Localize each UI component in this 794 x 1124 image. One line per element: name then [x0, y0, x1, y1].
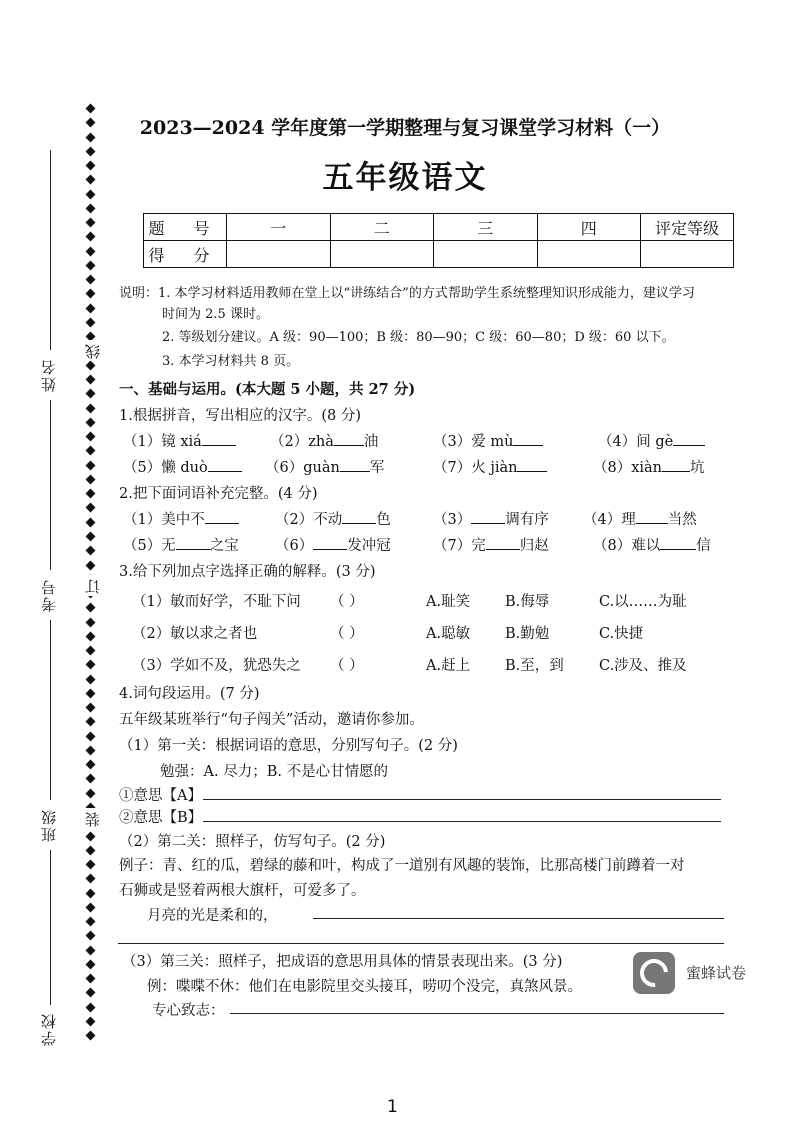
q4-intro: 五年级某班举行“句子闯关”活动，邀请你参加。 [119, 712, 424, 728]
binding-diamond [85, 617, 95, 627]
binding-diamond [85, 874, 95, 884]
binding-diamond [85, 275, 95, 285]
q3-row-1-option-c: C.以……为耻 [599, 594, 687, 610]
q2-blank-5[interactable] [176, 535, 210, 550]
q3-row-1-question: （1）敏而好学，不耻下问 [132, 594, 301, 610]
q2-blank-4[interactable] [636, 509, 668, 524]
q4-meaning-b-answer-line[interactable] [203, 821, 721, 822]
binding-diamond [85, 774, 95, 784]
binding-diamond [85, 489, 95, 499]
q2-blank-7[interactable] [486, 535, 520, 550]
q2-item-5: （5）无 之宝 [123, 534, 239, 555]
binding-diamond [85, 974, 95, 984]
q1-title: 1.根据拼音，写出相应的汉字。(8 分) [119, 408, 361, 424]
binding-diamond [85, 860, 95, 870]
q1-item-8: （8）xiàn 坑 [593, 456, 705, 477]
score-cell-label: 题 号 [144, 214, 227, 241]
q4-title: 4.词句段运用。(7 分) [119, 686, 260, 702]
binding-diamond [85, 503, 95, 513]
page-number: 1 [387, 1097, 398, 1117]
binding-diamond [85, 931, 95, 941]
q1-blank-4[interactable] [673, 431, 705, 446]
q1-blank-1[interactable] [202, 431, 236, 446]
q3-row-2-option-c: C.快捷 [599, 626, 644, 642]
q3-row-2-option-a: A.聪敏 [426, 626, 471, 642]
score-input-1[interactable] [227, 241, 331, 268]
binding-diamond [85, 218, 95, 228]
score-table [143, 213, 734, 268]
side-exam-no-label: 考号 [40, 578, 58, 612]
q1-blank-8[interactable] [662, 457, 690, 472]
binding-diamond [85, 988, 95, 998]
binding-diamond [85, 917, 95, 927]
q2-item-2: （2）不动 色 [275, 508, 391, 529]
binding-diamond [85, 1031, 95, 1041]
binding-diamond [85, 688, 95, 698]
q2-blank-3[interactable] [471, 509, 505, 524]
binding-diamond [85, 1017, 95, 1027]
binding-diamond [85, 303, 95, 313]
binding-diamond [85, 246, 95, 256]
binding-diamond [85, 432, 95, 442]
q1-item-7: （7）火 jiàn [433, 456, 547, 477]
binding-diamond [85, 532, 95, 542]
score-table-score-row [144, 241, 734, 268]
q1-item-2: （2）zhà 油 [270, 430, 378, 451]
side-bind-mark: 装 [84, 810, 102, 827]
score-cell-grade: 评定等级 [641, 214, 734, 241]
binding-diamond [85, 318, 95, 328]
q1-item-6: （6）guàn 军 [265, 456, 384, 477]
binding-diamond [85, 703, 95, 713]
q4-example-line-2: 石狮或是竖着两根大旗杆，可爱多了。 [119, 883, 366, 899]
q3-row-3-option-a: A.赶上 [426, 658, 471, 674]
side-line-top [50, 150, 51, 350]
binding-diamond [85, 289, 95, 299]
binding-diamond [85, 146, 95, 156]
q4-example-3: 例：喋喋不休：他们在电影院里交头接耳，唠叨个没完，真煞风景。 [147, 979, 582, 995]
side-line-mark: 线 [84, 342, 102, 359]
binding-diamond [85, 660, 95, 670]
q2-item-1: （1）美中不 [123, 508, 239, 529]
binding-diamond [85, 888, 95, 898]
q3-row-1-answer[interactable]: （ ） [330, 594, 364, 610]
binding-diamond [85, 474, 95, 484]
binding-diamond [85, 417, 95, 427]
subject-title: 五年级语文 [322, 160, 488, 196]
q4-moon-answer-line-2[interactable] [118, 943, 724, 944]
q4-moon-prompt: 月亮的光是柔和的， [147, 908, 278, 924]
binding-diamond [85, 717, 95, 727]
binding-diamond [85, 674, 95, 684]
binding-diamond-column [84, 105, 96, 1040]
binding-diamond [85, 631, 95, 641]
score-cell-section-4: 四 [537, 214, 641, 241]
q2-item-4: （4）理 当然 [583, 508, 697, 529]
binding-diamond [85, 902, 95, 912]
binding-diamond [85, 403, 95, 413]
binding-diamond [85, 460, 95, 470]
side-line-2 [50, 400, 51, 570]
binding-diamond [85, 1002, 95, 1012]
side-line-3 [50, 620, 51, 800]
q2-blank-8[interactable] [660, 535, 696, 550]
q4-level-3: （3）第三关：照样子，把成语的意思用具体的情景表现出来。(3 分) [122, 954, 563, 970]
bee-logo-icon [633, 952, 675, 994]
q4-meaning-a-answer-line[interactable] [203, 799, 721, 800]
q2-title: 2.把下面词语补充完整。(4 分) [119, 486, 318, 502]
binding-diamond [85, 546, 95, 556]
q4-focus-prompt: 专心致志： [152, 1003, 225, 1019]
binding-diamond [85, 845, 95, 855]
binding-diamond [85, 189, 95, 199]
q3-row-1-option-a: A.耻笑 [426, 594, 471, 610]
binding-diamond [85, 203, 95, 213]
q2-item-6: （6） 发冲冠 [275, 534, 391, 555]
q4-level-2: （2）第二关：照样子，仿写句子。(2 分) [119, 834, 386, 850]
q4-meanings: 勉强：A. 尽力；B. 不是心甘情愿的 [160, 764, 389, 780]
binding-diamond [85, 104, 95, 114]
binding-diamond [85, 517, 95, 527]
document-title: 2023—2024 学年度第一学期整理与复习课堂学习材料（一） [139, 117, 671, 139]
score-input-3[interactable] [434, 241, 538, 268]
side-line-4 [50, 850, 51, 1005]
q4-moon-answer-line[interactable] [313, 918, 724, 919]
q4-focus-answer-line[interactable] [230, 1013, 724, 1014]
binding-diamond [85, 746, 95, 756]
q3-row-3-answer[interactable]: （ ） [330, 658, 364, 674]
side-order-mark: 订 [84, 577, 102, 594]
score-input-4[interactable] [537, 241, 641, 268]
q1-item-1: （1）镜 xiá [123, 430, 236, 451]
q1-blank-7[interactable] [517, 457, 547, 472]
score-cell-section-2: 二 [330, 214, 434, 241]
q3-title: 3.给下列加点字选择正确的解释。(3 分) [119, 564, 376, 580]
q3-row-2-question: （2）敏以求之者也 [132, 626, 258, 642]
q3-row-3-option-b: B.至，到 [505, 658, 564, 674]
score-input-2[interactable] [330, 241, 434, 268]
q3-row-1-option-b: B.侮辱 [505, 594, 550, 610]
q3-row-3-option-c: C.涉及、推及 [599, 658, 687, 674]
note-2: 2. 等级划分建议。A 级：90—100；B 级：80—90；C 级：60—80；D 级：60 以下。 [162, 330, 675, 345]
q4-meaning-b-label: ②意思【B】 [119, 810, 203, 826]
binding-diamond [85, 731, 95, 741]
q3-row-2-answer[interactable]: （ ） [330, 626, 364, 642]
binding-diamond [85, 446, 95, 456]
q2-blank-2[interactable] [342, 509, 376, 524]
score-cell-section-3: 三 [434, 214, 538, 241]
q2-blank-6[interactable] [313, 535, 347, 550]
binding-diamond [85, 360, 95, 370]
binding-diamond [85, 161, 95, 171]
side-school-label: 学校 [40, 1012, 58, 1046]
q2-item-3: （3） 调有序 [433, 508, 549, 529]
side-name-label: 姓名 [40, 358, 58, 392]
q1-blank-5[interactable] [208, 457, 242, 472]
q1-item-4: （4）间 gè [598, 430, 705, 451]
q1-blank-3[interactable] [513, 431, 543, 446]
q1-blank-6[interactable] [340, 457, 370, 472]
binding-diamond [85, 389, 95, 399]
q4-meaning-a-label: ①意思【A】 [119, 788, 202, 804]
q4-example-line-1: 例子：青、红的瓜，碧绿的藤和叶，构成了一道别有风趣的装饰，比那高楼门前蹲着一对 [119, 858, 685, 874]
binding-diamond [85, 375, 95, 385]
score-table-header-row [144, 214, 734, 241]
binding-diamond [85, 945, 95, 955]
binding-diamond [85, 646, 95, 656]
note-1a: 说明：1. 本学习材料适用教师在堂上以“讲练结合”的方式帮助学生系统整理知识形成能力，建议学习 [119, 286, 695, 301]
q2-item-7: （7）完 归赵 [433, 534, 549, 555]
watermark-brand: 蜜蜂试卷 [686, 964, 747, 982]
q2-item-8: （8）难以 信 [593, 534, 711, 555]
score-cell-section-1: 一 [227, 214, 331, 241]
binding-diamond [85, 603, 95, 613]
section-1-title: 一、基础与运用。(本大题 5 小题，共 27 分) [119, 381, 416, 398]
binding-diamond [85, 132, 95, 142]
q1-item-3: （3）爱 mù [433, 430, 543, 451]
q2-blank-1[interactable] [205, 509, 239, 524]
q1-item-5: （5）懒 duò [123, 456, 242, 477]
side-class-label: 班级 [40, 808, 58, 842]
binding-diamond [85, 260, 95, 270]
binding-diamond [85, 760, 95, 770]
note-1b: 时间为 2.5 课时。 [162, 307, 269, 322]
binding-diamond [85, 560, 95, 570]
q3-row-2-option-b: B.勤勉 [505, 626, 550, 642]
grade-input[interactable] [641, 241, 734, 268]
score-row-label: 得 分 [144, 241, 227, 268]
binding-diamond [85, 175, 95, 185]
q1-blank-2[interactable] [334, 431, 364, 446]
binding-diamond [85, 788, 95, 798]
q4-level-1: （1）第一关：根据词语的意思，分别写句子。(2 分) [119, 738, 458, 754]
note-3: 3. 本学习材料共 8 页。 [162, 354, 300, 369]
binding-diamond [85, 959, 95, 969]
binding-diamond [85, 118, 95, 128]
binding-diamond [85, 232, 95, 242]
q3-row-3-question: （3）学如不及，犹恐失之 [132, 658, 301, 674]
binding-diamond [85, 831, 95, 841]
